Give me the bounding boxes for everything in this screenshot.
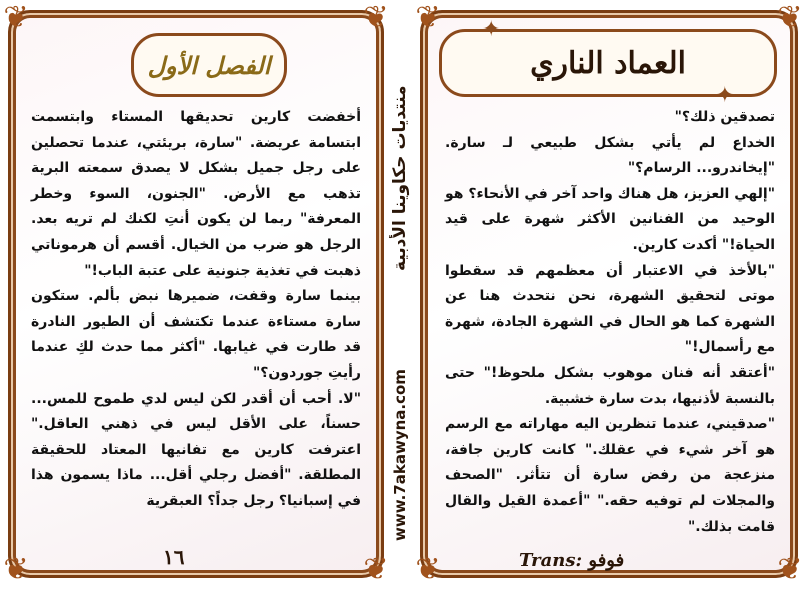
forum-name: منتديات حكاوينا الأدبية [390, 85, 410, 271]
translator-credit [519, 550, 624, 571]
paragraph: بينما سارة وقفت، ضميرها نبض بألم. ستكون سارة مستاءة عندما تكتشف أن الطيور النادرة قد طارت في غيابها. "أكثر مما حدث لكِ عندما رأيتِ جوردون؟" [31, 288, 361, 381]
site-url: www.7akawyna.com [391, 369, 409, 541]
right-page [415, 0, 803, 587]
floral-ornament-icon: ❦ [415, 0, 441, 35]
floral-ornament-icon: ❦ [363, 552, 389, 587]
floral-ornament-icon: ❦ [777, 0, 803, 35]
book-title-plaque [439, 17, 777, 108]
paragraph: أخفضت كارين تحديقها المستاء وابتسمت ابتسامة عريضة. "سارة، بريئتي، عندما تحصلين على رجل جميل بشكل لا يصدق سمعته البرية تذهب مع الأرض. "الجنون، السوء وخطر المعرفة" ربما لن يكون أنتِ لكنك لم تريه بعد. الرجل هو ضرب من الخيال. أقسم أن هرموناتي ذهبت في تغذية جنونية على عتبة الباب!" [31, 109, 361, 279]
book-title: العماد الناري [530, 45, 686, 81]
paragraph: "صدقيني، عندما تنظرين اليه مهاراته مع الرسم هو آخر شيء في عقلك." كانت كارين جافة، منزعجة من رفض سارة أن تتأثر. "الصحف والمجلات لم توفيه حقه." "أعمدة القيل والقال قامت بذلك." [445, 416, 775, 535]
translator-label: Trans: [519, 550, 583, 571]
left-page-text [31, 105, 361, 515]
floral-ornament-icon: ❦ [363, 0, 389, 35]
paragraph: "بالأخذ في الاعتبار أن معظمهم قد سقطوا موتى لتحقيق الشهرة، نحن نتحدث هنا عن الشهرة كما هو الحال في الشهرة الجادة، شهرة مع رأسمال!" [445, 262, 775, 356]
floral-ornament-icon: ❦ [777, 552, 803, 587]
chapter-title-plaque [131, 33, 287, 97]
floral-ornament-icon: ❦ [3, 0, 29, 35]
book-spine [380, 20, 420, 572]
right-page-text [445, 105, 775, 540]
paragraph: تصدقين ذلك؟" [674, 109, 775, 125]
star-ornament-icon: ✦ [482, 17, 501, 42]
paragraph: "أعتقد أنه فنان موهوب بشكل ملحوظ!" حتى بالنسبة لأذنيها، بدت سارة خشبية. [445, 364, 775, 407]
floral-ornament-icon: ❦ [415, 552, 441, 587]
paragraph: الخداع لم يأتي بشكل طبيعي لـ سارة. "إيخاندرو... الرسام؟" [445, 134, 775, 177]
paragraph: "إلهي العزيز، هل هناك واحد آخر في الأنحاء؟ هو الوحيد من الفنانين الأكثر شهرة على قيد الحياة!" أكدت كارين. [445, 185, 775, 253]
page-number: ١٦ [163, 545, 185, 569]
translator-name: فوفو [588, 550, 625, 571]
paragraph: "لا. أحب أن أقدر لكن ليس لدي طموح للمس... حسناً، على الأقل ليس في ذهني العاقل." اعترفت كارين مع تفانيها المعتاد للحقيقة المطلقة. "أفضل رجلي أقل... ماذا يسمون هذا في إسبانيا؟ رجل جداً؟ العبقرية [31, 390, 361, 509]
chapter-title: الفصل الأول [147, 50, 271, 80]
star-ornament-icon: ✦ [715, 83, 734, 108]
left-page [3, 0, 389, 587]
floral-ornament-icon: ❦ [3, 552, 29, 587]
